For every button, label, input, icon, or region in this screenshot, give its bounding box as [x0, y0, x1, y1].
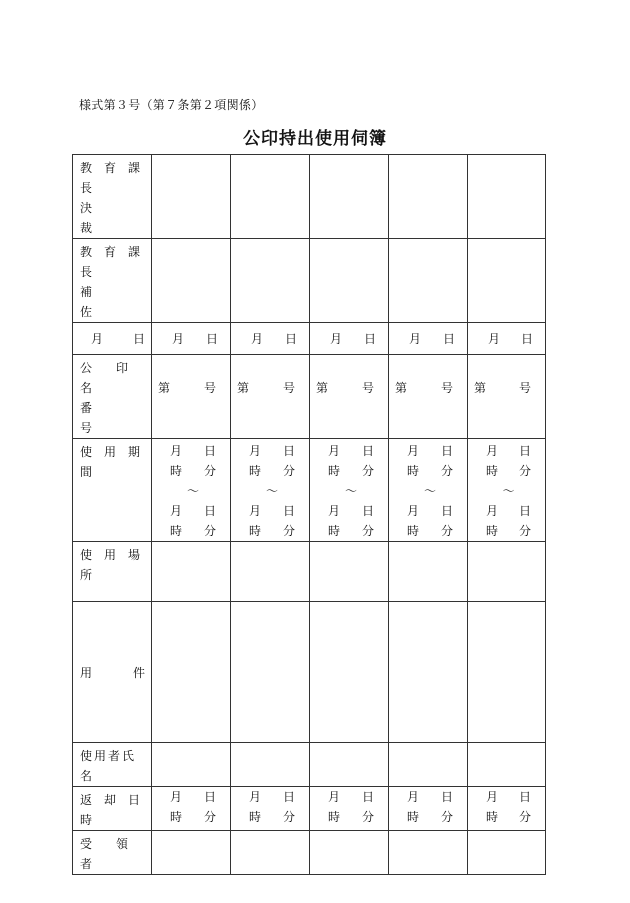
row-seal — [73, 355, 546, 439]
period-cell[interactable]: 月 日 時 分 〜 月 日 時 分 — [468, 439, 546, 542]
form-number: 様式第３号（第７条第２項関係） — [79, 98, 264, 112]
row-receiver — [73, 831, 546, 875]
kessai-cell[interactable] — [152, 155, 231, 239]
period-cell[interactable]: 月 日 時 分 〜 月 日 時 分 — [152, 439, 231, 542]
row-purpose — [73, 602, 546, 743]
seal-cell[interactable]: 第 号 — [468, 355, 546, 439]
seal-usage-ledger — [72, 154, 546, 875]
label-receiver: 受 領 者 — [73, 831, 152, 875]
receiver-cell[interactable] — [389, 831, 468, 875]
purpose-cell[interactable] — [389, 602, 468, 743]
date-cell[interactable]: 月 日 — [310, 323, 389, 355]
place-cell[interactable] — [310, 542, 389, 602]
label-purpose: 用 件 — [73, 602, 152, 743]
date-cell[interactable]: 月 日 — [152, 323, 231, 355]
period-cell[interactable]: 月 日 時 分 〜 月 日 時 分 — [389, 439, 468, 542]
label-place: 使 用 場 所 — [73, 542, 152, 602]
kessai-cell[interactable] — [310, 155, 389, 239]
seal-cell[interactable]: 第 号 — [389, 355, 468, 439]
seal-cell[interactable]: 第 号 — [231, 355, 310, 439]
label-period: 使 用 期 間 — [73, 439, 152, 542]
user-cell[interactable] — [231, 743, 310, 787]
label-seal: 公 印 名 番 号 — [73, 355, 152, 439]
label-return: 返 却 日 時 — [73, 787, 152, 831]
row-return — [73, 787, 546, 831]
label-date: 月 日 — [73, 323, 152, 355]
place-cell[interactable] — [389, 542, 468, 602]
purpose-cell[interactable] — [231, 602, 310, 743]
row-period — [73, 439, 546, 542]
return-cell[interactable]: 月 日 時 分 — [389, 787, 468, 831]
kessai-cell[interactable] — [468, 155, 546, 239]
label-kacho-kessai: 教 育 課 長 決 裁 — [73, 155, 152, 239]
hosa-cell[interactable] — [468, 239, 546, 323]
place-cell[interactable] — [152, 542, 231, 602]
receiver-cell[interactable] — [310, 831, 389, 875]
receiver-cell[interactable] — [231, 831, 310, 875]
row-place — [73, 542, 546, 602]
label-user: 使用者氏名 — [73, 743, 152, 787]
seal-cell[interactable]: 第 号 — [152, 355, 231, 439]
user-cell[interactable] — [310, 743, 389, 787]
row-kacho-hosa — [73, 239, 546, 323]
label-kacho-hosa: 教 育 課 長 補 佐 — [73, 239, 152, 323]
date-cell[interactable]: 月 日 — [468, 323, 546, 355]
row-date — [73, 323, 546, 355]
purpose-cell[interactable] — [152, 602, 231, 743]
date-cell[interactable]: 月 日 — [389, 323, 468, 355]
return-cell[interactable]: 月 日 時 分 — [468, 787, 546, 831]
return-cell[interactable]: 月 日 時 分 — [152, 787, 231, 831]
period-cell[interactable]: 月 日 時 分 〜 月 日 時 分 — [310, 439, 389, 542]
hosa-cell[interactable] — [152, 239, 231, 323]
purpose-cell[interactable] — [310, 602, 389, 743]
return-cell[interactable]: 月 日 時 分 — [231, 787, 310, 831]
return-cell[interactable]: 月 日 時 分 — [310, 787, 389, 831]
receiver-cell[interactable] — [152, 831, 231, 875]
seal-cell[interactable]: 第 号 — [310, 355, 389, 439]
purpose-cell[interactable] — [468, 602, 546, 743]
kessai-cell[interactable] — [389, 155, 468, 239]
page-title: 公印持出使用伺簿 — [243, 129, 387, 149]
period-cell[interactable]: 月 日 時 分 〜 月 日 時 分 — [231, 439, 310, 542]
kessai-cell[interactable] — [231, 155, 310, 239]
place-cell[interactable] — [231, 542, 310, 602]
date-cell[interactable]: 月 日 — [231, 323, 310, 355]
hosa-cell[interactable] — [231, 239, 310, 323]
user-cell[interactable] — [468, 743, 546, 787]
user-cell[interactable] — [389, 743, 468, 787]
user-cell[interactable] — [152, 743, 231, 787]
row-user — [73, 743, 546, 787]
row-kacho-kessai — [73, 155, 546, 239]
hosa-cell[interactable] — [310, 239, 389, 323]
receiver-cell[interactable] — [468, 831, 546, 875]
place-cell[interactable] — [468, 542, 546, 602]
hosa-cell[interactable] — [389, 239, 468, 323]
